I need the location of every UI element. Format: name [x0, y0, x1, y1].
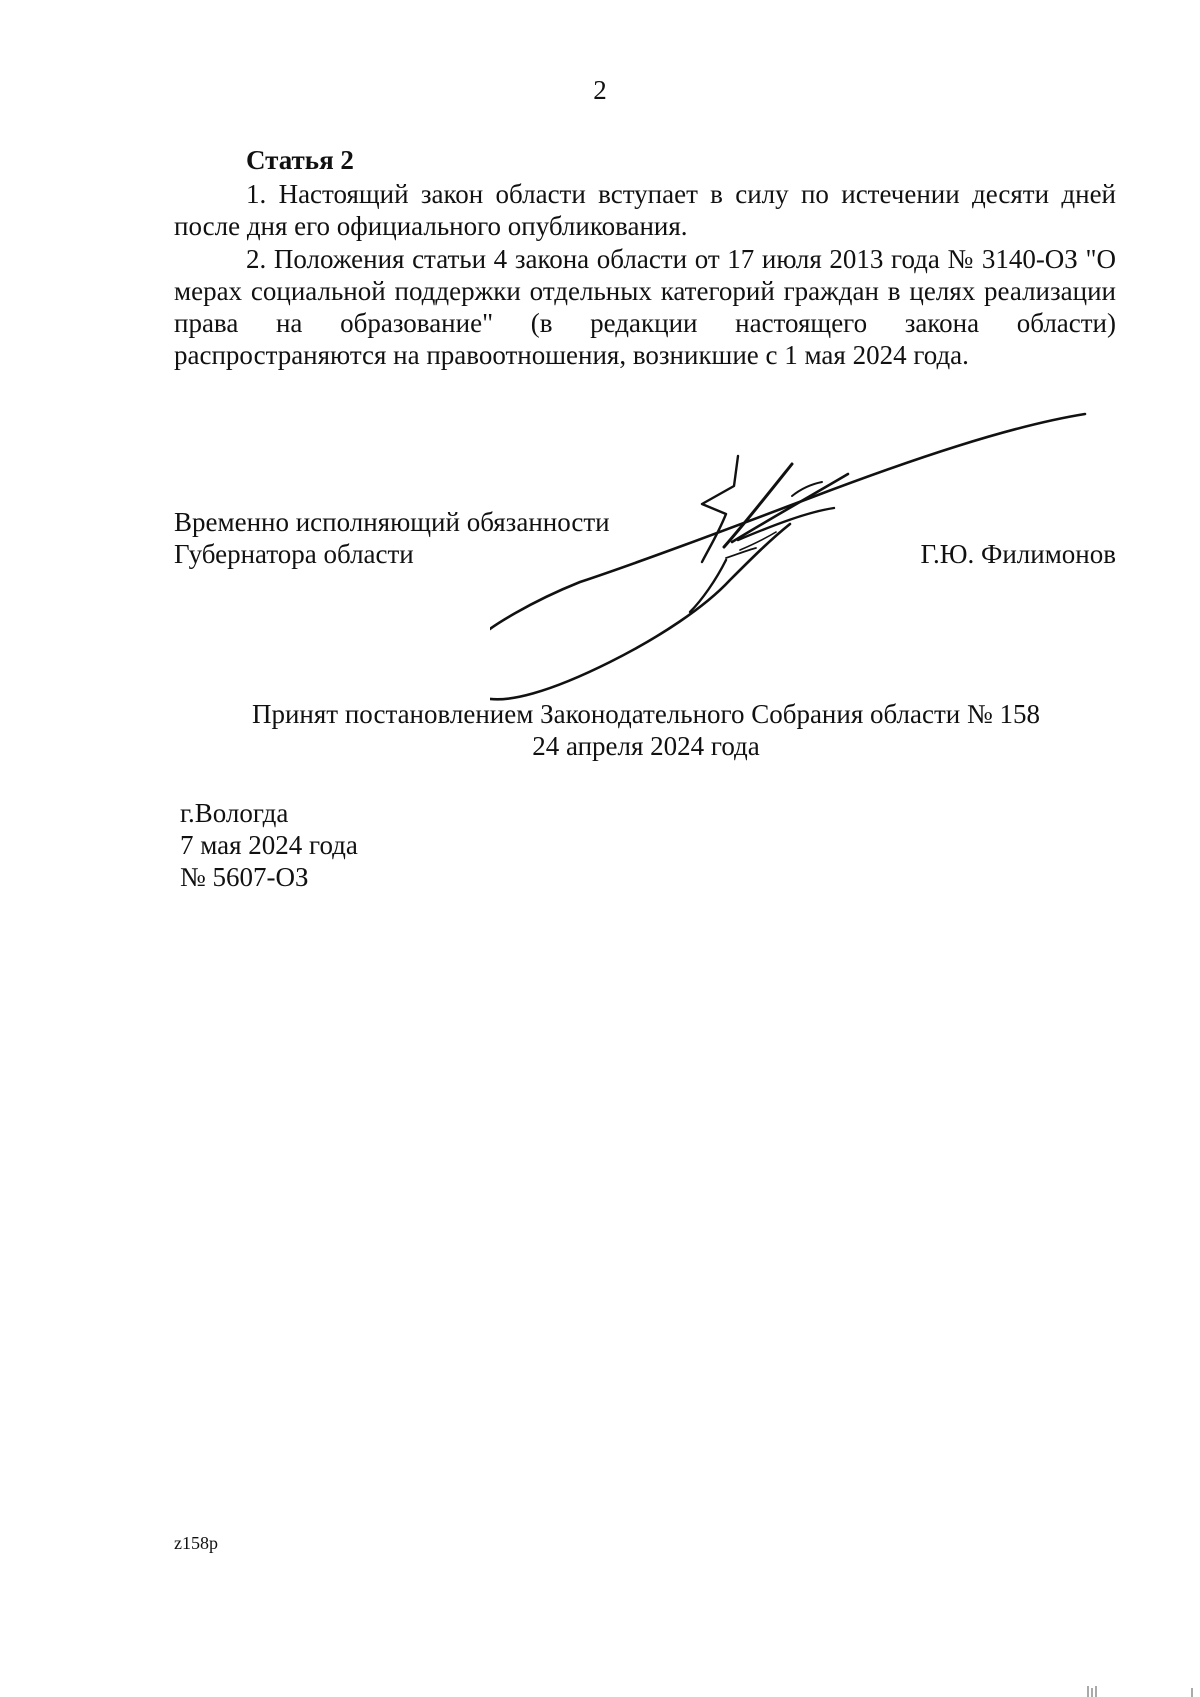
document-code-mark: z158p: [174, 1533, 218, 1553]
adoption-line2: 24 апреля 2024 года: [532, 731, 760, 761]
law-date: 7 мая 2024 года: [180, 830, 358, 860]
article-heading: Статья 2: [246, 145, 354, 175]
signatory-title-line2: Губернатора области: [174, 539, 414, 569]
signer-name: Г.Ю. Филимонов: [920, 539, 1116, 569]
scan-edge-marks: [1080, 1676, 1200, 1697]
clause-2: 2. Положения статьи 4 закона области от 17 июля 2013 года № 3140-ОЗ "О мерах социальной поддержки отдельных категорий граждан в целях реализации права на образование" (в редакции настоящего закона области) распространяются на правоотношения, возникшие с 1 мая 2024 года.: [174, 244, 1116, 370]
clause-1: 1. Настоящий закон области вступает в силу по истечении десяти дней после дня его официального опубликования.: [174, 179, 1116, 241]
place-date-number: [180, 797, 358, 893]
signatory-title-line1: Временно исполняющий обязанности: [174, 507, 610, 537]
page-number: 2: [593, 75, 607, 105]
place-city: г.Вологда: [180, 798, 289, 828]
adoption-note: [0, 698, 1200, 762]
law-number: № 5607-ОЗ: [180, 862, 309, 892]
adoption-line1: Принят постановлением Законодательного Собрания области № 158: [251, 699, 1041, 729]
handwritten-signature-icon: [490, 412, 1090, 712]
